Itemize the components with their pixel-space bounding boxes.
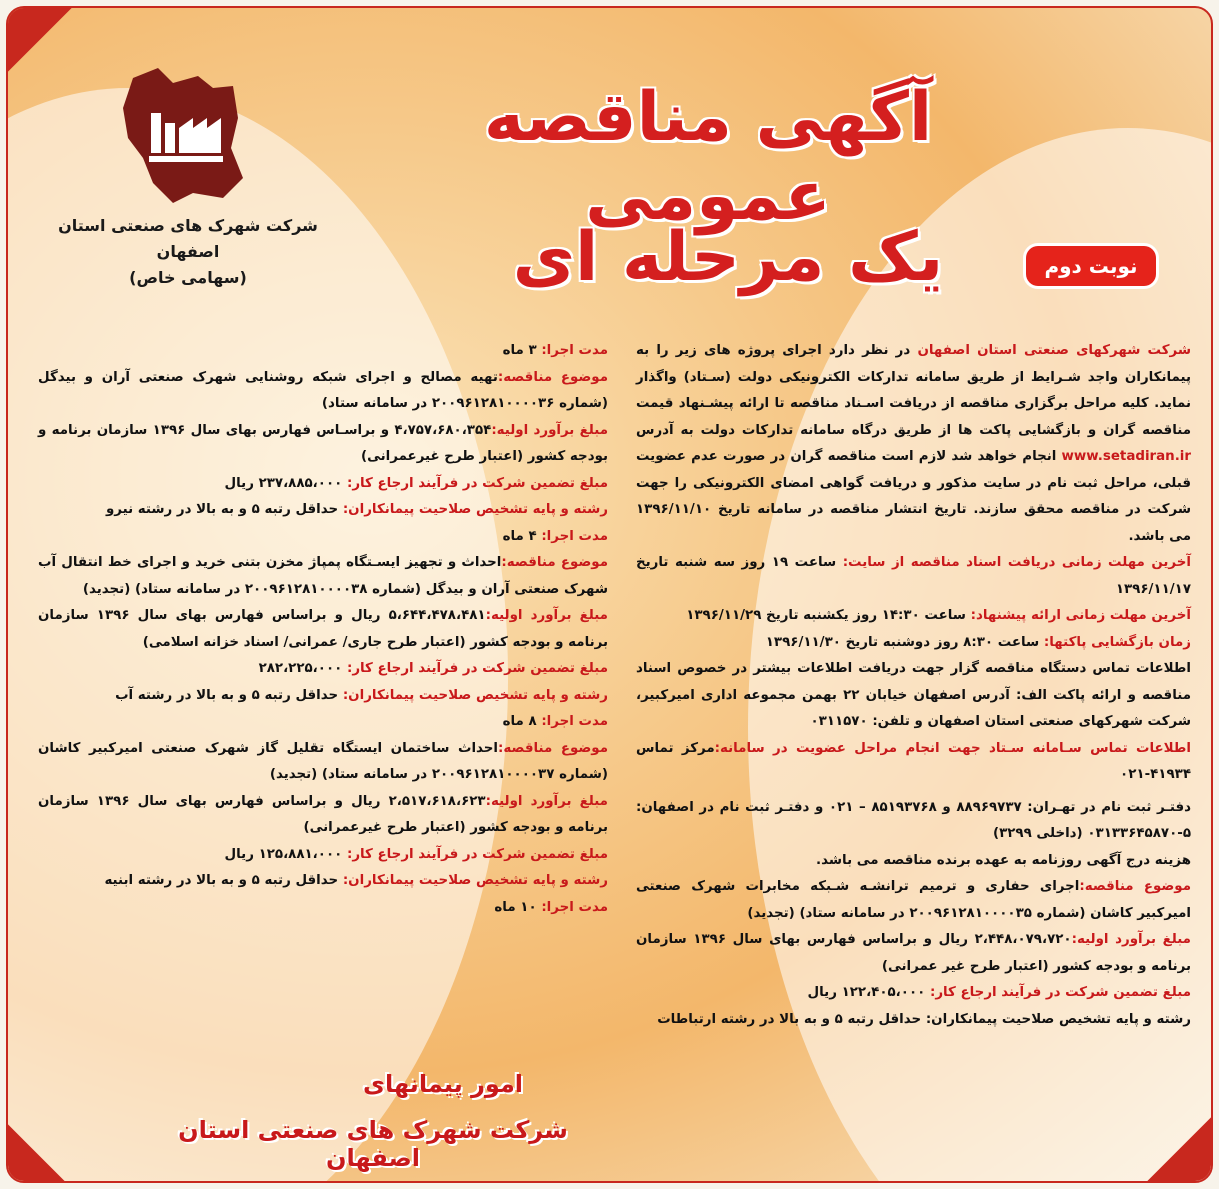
estimate-label: مبلغ برآورد اولیه: — [1071, 932, 1191, 947]
project-1-subject — [636, 874, 1191, 927]
deadline-docs-value: ساعت ۱۹ روز سه شنبه تاریخ ۱۳۹۶/۱۱/۱۷ — [636, 555, 1191, 597]
project-3-estimate — [38, 603, 608, 656]
project-4-grade — [38, 868, 608, 895]
opening-time — [636, 630, 1191, 657]
ad-cost-note: هزینه درج آگهی روزنامه به عهده برنده مناقصه می باشد. — [816, 852, 1191, 868]
grade-value: حداقل رتبه ۵ و به بالا در رشته آب — [115, 687, 339, 703]
deadline-offers-value: ساعت ۱۴:۳۰ روز یکشنبه تاریخ ۱۳۹۶/۱۱/۲۹ — [686, 608, 971, 623]
project-2-duration — [38, 524, 608, 551]
contact-setad-value: مرکز تماس ۴۱۹۳۴-۰۲۱ — [636, 740, 1191, 782]
grade-value: حداقل رتبه ۵ و به بالا در رشته ابنیه — [104, 873, 339, 888]
project-4-duration — [38, 895, 608, 922]
deadline-docs-label: آخرین مهلت زمانی دریافت اسناد مناقصه از سایت: — [842, 555, 1191, 570]
company-name: شرکت شهرک های صنعتی استان اصفهان — [58, 216, 318, 261]
company-caption — [28, 213, 348, 291]
right-column — [636, 338, 1191, 1033]
project-2-subject — [38, 365, 608, 418]
project-3-subject — [38, 550, 608, 603]
duration-value: ۸ ماه — [502, 714, 537, 729]
grade-label: رشته و پایه تشخیص صلاحیت پیمانکاران: — [925, 1011, 1191, 1027]
iran-map-factory-logo-icon — [113, 58, 253, 208]
project-3-guarantee — [38, 656, 608, 683]
project-2-grade — [38, 497, 608, 524]
grade-value: حداقل رتبه ۵ و به بالا در رشته نیرو — [105, 502, 339, 517]
footer-dept: امور پیمانهای — [362, 1070, 524, 1098]
notice-frame — [6, 6, 1213, 1183]
project-4-estimate — [38, 789, 608, 842]
guarantee-value: ۲۳۷،۸۸۵،۰۰۰ ریال — [224, 475, 347, 491]
guarantee-label: مبلغ تضمین شرکت در فرآیند ارجاع کار: — [346, 661, 608, 676]
title-line-1: آگهی مناقصه عمومی — [483, 78, 933, 236]
estimate-value: ۵،۶۴۴،۴۷۸،۴۸۱ ریال و براساس فهارس بهای سال ۱۳۹۶ سازمان برنامه و بودجه کشور (اعتبار طرح جاری/ عمرانی/ اسناد خزانه اسلامی) — [38, 608, 608, 650]
estimate-value: ۲،۴۴۸،۰۷۹،۷۲۰ ریال و براساس فهارس بهای سال ۱۳۹۶ سازمان برنامه و بودجه کشور (اعتبار طرح غیر عمرانی) — [636, 932, 1191, 974]
project-1-grade — [636, 1007, 1191, 1034]
duration-value: ۳ ماه — [502, 343, 537, 358]
contact-org: اطلاعات تماس دستگاه مناقصه گزار جهت دریافت اطلاعات بیشتر در خصوص اسناد مناقصه و ارائه پاکت الف: آدرس اصفهان خیابان ۲۲ بهمن مجموعه اداری امیرکبیر، شرکت شهرکهای صنعتی استان اصفهان و تلفن: ۰۳۱۱۵۷۰ — [636, 661, 1191, 729]
project-2-guarantee — [38, 471, 608, 498]
duration-label: مدت اجرا: — [541, 528, 608, 544]
subject-label: موضوع مناقصه: — [501, 555, 608, 570]
deadline-docs — [636, 550, 1191, 603]
opening-time-label: زمان بازگشایی پاکتها: — [1043, 634, 1191, 650]
subject-value: تهیه مصالح و اجرای شبکه روشنایی شهرک صنعتی آران و بیدگل (شماره ۲۰۰۹۶۱۲۸۱۰۰۰۰۳۶ در سامانه ستاد) — [38, 369, 608, 411]
grade-value: حداقل رتبه ۵ و به بالا در رشته ارتباطات — [657, 1011, 922, 1027]
subject-value: احداث و تجهیز ایسـتگاه پمپاژ مخزن بتنی خرید و اجرای خط انتقال آب شهرک صنعتی آران و بیدگل (شماره ۲۰۰۹۶۱۲۸۱۰۰۰۰۳۸ در سامانه ستاد) (تجدید) — [38, 555, 608, 597]
duration-label: مدت اجرا: — [541, 899, 608, 915]
grade-label: رشته و پایه تشخیص صلاحیت پیمانکاران: — [342, 687, 608, 703]
guarantee-value: ۱۲۵،۸۸۱،۰۰۰ ریال — [224, 846, 347, 862]
footer-company: شرکت شهرک های صنعتی استان اصفهان — [178, 1116, 568, 1172]
title-line-2: یک مرحله ای — [512, 218, 944, 297]
round-badge: نوبت دوم — [1026, 246, 1156, 286]
estimate-value: ۴،۷۵۷،۶۸۰،۳۵۴ و براسـاس فهارس بهای سال ۱۳۹۶ سازمان برنامه و بودجه کشور (اعتبار طرح غیرعمرانی) — [38, 422, 608, 464]
intro-text-b: انجام خواهد شد لازم است مناقصه گران در صورت عدم عضویت قبلی، مراحل ثبت نام در سایت مذکور و دریافت گواهی امضای الکترونیکی را جهت شرکت در مناقصه محقق سازند. تاریخ انتشار مناقصه در سامانه تاریخ ۱۳۹۶/۱۱/۱۰ می باشد. — [636, 449, 1191, 544]
company-type: (سهامی خاص) — [129, 268, 247, 287]
project-3-grade — [38, 683, 608, 710]
deadline-offers — [636, 603, 1191, 630]
setad-url-link[interactable]: www.setadiran.ir — [1061, 449, 1191, 464]
project-3-duration — [38, 709, 608, 736]
duration-value: ۱۰ ماه — [494, 899, 537, 915]
intro-text-a: در نظر دارد اجرای پروژه های زیر را به پیمانکاران واجد شـرایط از طریق سامانه تدارکات الکترونیکی دولت (سـتاد) واگذار نماید. کلیه مراحل برگزاری مناقصه از دریافت اسـناد مناقصه تا ارائه پیشـنهاد قیمت مناقصه گران و بازگشایی پاکت ها از طریق درگاه سامانه تدارکات دولت به آدرس — [636, 343, 1191, 438]
duration-value: ۴ ماه — [502, 528, 537, 544]
project-2-estimate — [38, 418, 608, 471]
guarantee-label: مبلغ تضمین شرکت در فرآیند ارجاع کار: — [346, 475, 608, 491]
grade-label: رشته و پایه تشخیص صلاحیت پیمانکاران: — [342, 873, 608, 888]
opening-time-value: ساعت ۸:۳۰ روز دوشنبه تاریخ ۱۳۹۶/۱۱/۳۰ — [765, 634, 1044, 650]
estimate-label: مبلغ برآورد اولیه: — [491, 422, 608, 438]
guarantee-label: مبلغ تضمین شرکت در فرآیند ارجاع کار: — [929, 985, 1191, 1000]
subject-label: موضوع مناقصه: — [497, 369, 608, 385]
contact-setad — [636, 736, 1191, 789]
estimate-label: مبلغ برآورد اولیه: — [485, 793, 608, 809]
corner-decoration — [6, 6, 72, 72]
project-1-estimate — [636, 927, 1191, 980]
project-4-subject — [38, 736, 608, 789]
project-1-duration — [38, 338, 608, 365]
intro-paragraph — [636, 338, 1191, 550]
estimate-label: مبلغ برآورد اولیه: — [485, 608, 608, 623]
contact-setad-label: اطلاعات تماس سـامانه سـتاد جهت انجام مراحل عضویت در سامانه: — [714, 740, 1191, 756]
deadline-offers-label: آخرین مهلت زمانی ارائه پیشنهاد: — [970, 608, 1191, 623]
guarantee-label: مبلغ تضمین شرکت در فرآیند ارجاع کار: — [346, 846, 608, 862]
project-4-guarantee — [38, 842, 608, 869]
duration-label: مدت اجرا: — [541, 343, 608, 358]
duration-label: مدت اجرا: — [541, 714, 608, 729]
intro-lead: شرکت شهرکهای صنعتی استان اصفهان — [917, 343, 1192, 358]
subject-label: موضوع مناقصه: — [1079, 879, 1191, 894]
subject-value: اجرای حفاری و ترمیم ترانشـه شـبکه مخابرات شهرک صنعتی امیرکبیر کاشان (شماره ۲۰۰۹۶۱۲۸۱۰۰۰۰۳۵ در سامانه ستاد) (تجدید) — [636, 879, 1191, 921]
estimate-value: ۲،۵۱۷،۶۱۸،۶۲۳ ریال و براساس فهارس بهای سال ۱۳۹۶ سازمان برنامه و بودجه کشور (اعتبار طرح غیرعمرانی) — [38, 793, 608, 835]
guarantee-value: ۱۲۲،۴۰۵،۰۰۰ ریال — [807, 985, 930, 1000]
project-1-guarantee — [636, 980, 1191, 1007]
subject-value: احداث ساختمان ایستگاه تقلیل گاز شهرک صنعتی امیرکبیر کاشان (شماره ۲۰۰۹۶۱۲۸۱۰۰۰۰۳۷ در سامانه ستاد) (تجدید) — [38, 740, 608, 782]
subject-label: موضوع مناقصه: — [498, 740, 608, 756]
guarantee-value: ۲۸۲،۲۲۵،۰۰۰ — [258, 661, 347, 676]
grade-label: رشته و پایه تشخیص صلاحیت پیمانکاران: — [342, 502, 608, 517]
left-column — [38, 338, 608, 921]
contact-offices: دفتـر ثبت نام در تهـران: ۸۸۹۶۹۷۳۷ و ۸۵۱۹۳۷۶۸ – ۰۲۱ و دفتـر ثبت نام در اصفهان: ۵-۰۳۱۳۳۶۴۵۸۷۰ (داخلی ۳۲۹۹) — [636, 799, 1192, 841]
